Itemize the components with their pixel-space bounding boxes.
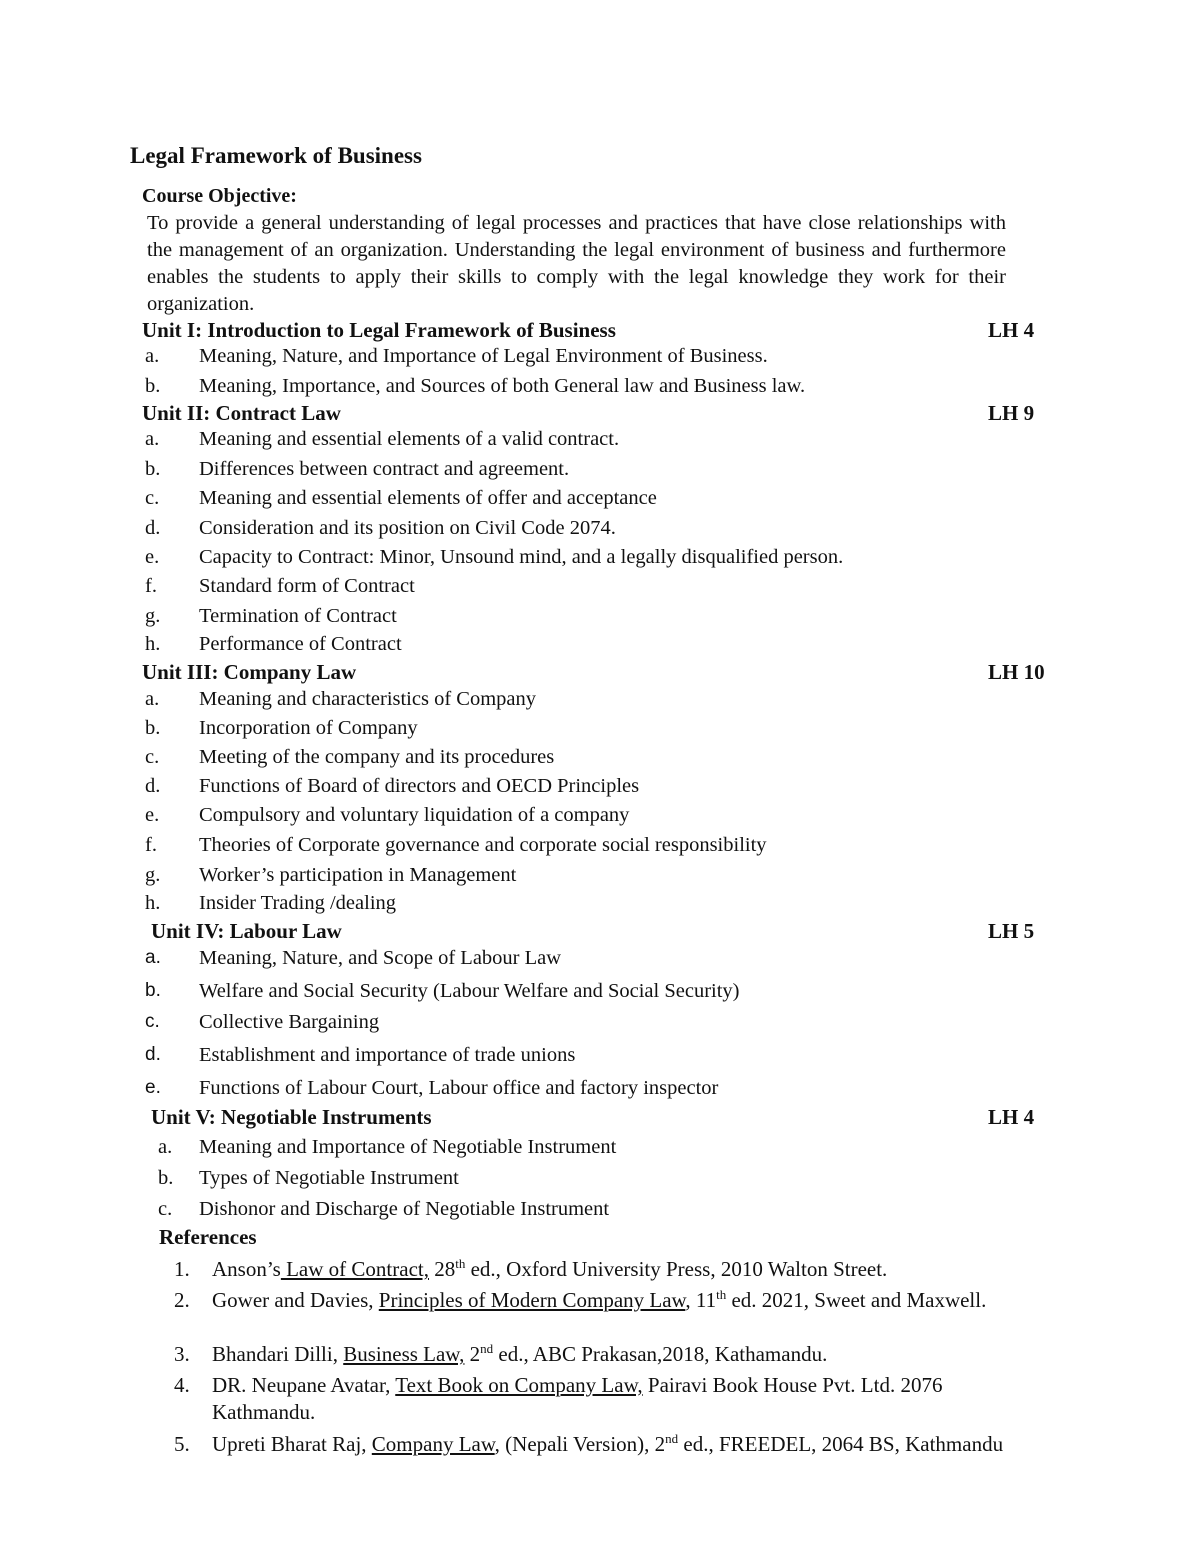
list-item-text: Meaning, Importance, and Sources of both General law and Business law.: [199, 375, 806, 397]
page-title: Legal Framework of Business: [130, 143, 422, 168]
reference-title: Company Law: [371, 1432, 495, 1456]
list-item-letter: f.: [145, 834, 157, 856]
list-item-text: Compulsory and voluntary liquidation of a company: [199, 804, 630, 826]
list-item-text: Meeting of the company and its procedures: [199, 746, 555, 768]
list-item-text: Collective Bargaining: [199, 1011, 380, 1033]
reference-edition-suffix: th: [716, 1287, 727, 1302]
list-item-letter: b.: [145, 717, 161, 739]
reference-number: 4.: [174, 1373, 190, 1397]
reference-number: 5.: [174, 1432, 190, 1456]
list-item-letter: a.: [145, 947, 161, 968]
reference-author: Upreti Bharat Raj,: [212, 1432, 372, 1456]
reference-title: Business Law,: [343, 1342, 465, 1366]
list-item-letter: e.: [145, 804, 160, 826]
list-item-letter: g.: [145, 605, 161, 627]
reference-author: DR. Neupane Avatar,: [212, 1373, 396, 1397]
list-item-letter: e.: [145, 546, 160, 568]
unit-4-heading: Unit IV: Labour Law: [151, 919, 342, 943]
list-item-letter: b.: [145, 375, 161, 397]
reference-text: [212, 1431, 1038, 1458]
list-item-text: Performance of Contract: [199, 633, 402, 655]
list-item-letter: c.: [145, 487, 160, 509]
reference-number: 3.: [174, 1342, 190, 1366]
reference-edition-number: 28: [428, 1257, 456, 1281]
reference-title: Principles of Modern Company Law: [378, 1288, 686, 1312]
reference-author: Gower and Davies,: [212, 1288, 379, 1312]
reference-text: [212, 1287, 1002, 1314]
unit-5-heading: Unit V: Negotiable Instruments: [151, 1105, 432, 1129]
reference-publisher: ed., FREEDEL, 2064 BS, Kathmandu: [678, 1432, 1004, 1456]
list-item-text: Theories of Corporate governance and corporate social responsibility: [199, 834, 767, 856]
list-item-text: Insider Trading /dealing: [199, 892, 397, 914]
course-objective-text: To provide a general understanding of legal processes and practices that have close relationships with the management of an organization. Understanding the legal environment of business and furthermore enables the students to apply their skills to comply with the legal knowledge they work for their organization.: [147, 212, 1006, 315]
list-item-letter: f.: [145, 575, 157, 597]
reference-edition-number: , (Nepali Version), 2: [494, 1432, 666, 1456]
list-item-text: Meaning and essential elements of a valid contract.: [199, 428, 620, 450]
reference-text: [212, 1256, 1038, 1283]
list-item-letter: e.: [145, 1077, 161, 1098]
references-heading: References: [159, 1225, 257, 1249]
reference-text: [212, 1372, 1042, 1426]
list-item-text: Consideration and its position on Civil Code 2074.: [199, 517, 616, 539]
unit-1-lecture-hours: LH 4: [988, 318, 1035, 342]
reference-edition-suffix: nd: [665, 1431, 679, 1446]
reference-publisher: ed., Oxford University Press, 2010 Walton Street.: [465, 1257, 888, 1281]
reference-edition-suffix: th: [455, 1256, 466, 1271]
list-item-letter: d.: [145, 775, 161, 797]
list-item-letter: a.: [145, 345, 160, 367]
list-item-letter: a.: [145, 428, 160, 450]
list-item-letter: b.: [145, 980, 161, 1001]
reference-publisher: Pairavi Book House Pvt. Ltd. 2076 Kathmandu.: [212, 1373, 943, 1424]
list-item-text: Meaning and Importance of Negotiable Instrument: [199, 1136, 617, 1158]
reference-edition-number: 2: [464, 1342, 481, 1366]
reference-title: Text Book on Company Law,: [395, 1373, 643, 1397]
unit-2-heading: Unit II: Contract Law: [142, 401, 341, 425]
reference-title: Law of Contract,: [280, 1257, 429, 1281]
list-item-text: Capacity to Contract: Minor, Unsound mind, and a legally disqualified person.: [199, 546, 844, 568]
list-item-letter: h.: [145, 633, 161, 655]
unit-3-lecture-hours: LH 10: [988, 660, 1045, 684]
list-item-letter: h.: [145, 892, 161, 914]
unit-3-heading: Unit III: Company Law: [142, 660, 357, 684]
list-item-text: Meaning and characteristics of Company: [199, 688, 536, 710]
reference-edition-number: , 11: [685, 1288, 717, 1312]
reference-text: [212, 1341, 1038, 1368]
unit-2-lecture-hours: LH 9: [988, 401, 1035, 425]
list-item-letter: b.: [145, 458, 161, 480]
unit-4-lecture-hours: LH 5: [988, 919, 1035, 943]
reference-edition-suffix: nd: [480, 1341, 494, 1356]
reference-number: 2.: [174, 1288, 190, 1312]
list-item-text: Establishment and importance of trade unions: [199, 1044, 576, 1066]
list-item-letter: c.: [145, 1011, 160, 1032]
reference-author: Bhandari Dilli,: [212, 1342, 344, 1366]
list-item-text: Meaning and essential elements of offer and acceptance: [199, 487, 657, 509]
unit-5-lecture-hours: LH 4: [988, 1105, 1035, 1129]
list-item-letter: d.: [145, 517, 161, 539]
list-item-letter: c.: [158, 1198, 173, 1220]
list-item-letter: d.: [145, 1044, 161, 1065]
list-item-text: Termination of Contract: [199, 605, 397, 627]
list-item-text: Functions of Board of directors and OECD Principles: [199, 775, 640, 797]
list-item-text: Meaning, Nature, and Scope of Labour Law: [199, 947, 562, 969]
list-item-text: Differences between contract and agreement.: [199, 458, 570, 480]
course-objective-heading: Course Objective:: [142, 185, 297, 207]
list-item-letter: a.: [145, 688, 160, 710]
reference-publisher: ed., ABC Prakasan,2018, Kathamandu.: [493, 1342, 828, 1366]
list-item-text: Welfare and Social Security (Labour Welfare and Social Security): [199, 980, 740, 1002]
list-item-letter: c.: [145, 746, 160, 768]
list-item-text: Dishonor and Discharge of Negotiable Instrument: [199, 1198, 610, 1220]
list-item-text: Worker’s participation in Management: [199, 864, 517, 886]
reference-publisher: ed. 2021, Sweet and Maxwell.: [726, 1288, 987, 1312]
list-item-letter: g.: [145, 864, 161, 886]
list-item-text: Standard form of Contract: [199, 575, 415, 597]
list-item-text: Meaning, Nature, and Importance of Legal Environment of Business.: [199, 345, 768, 367]
reference-author: Anson’s: [212, 1257, 281, 1281]
reference-number: 1.: [174, 1257, 190, 1281]
list-item-text: Functions of Labour Court, Labour office and factory inspector: [199, 1077, 719, 1099]
list-item-text: Incorporation of Company: [199, 717, 418, 739]
list-item-text: Types of Negotiable Instrument: [199, 1167, 459, 1189]
unit-1-heading: Unit I: Introduction to Legal Framework of Business: [142, 318, 616, 342]
list-item-letter: a.: [158, 1136, 173, 1158]
list-item-letter: b.: [158, 1167, 174, 1189]
